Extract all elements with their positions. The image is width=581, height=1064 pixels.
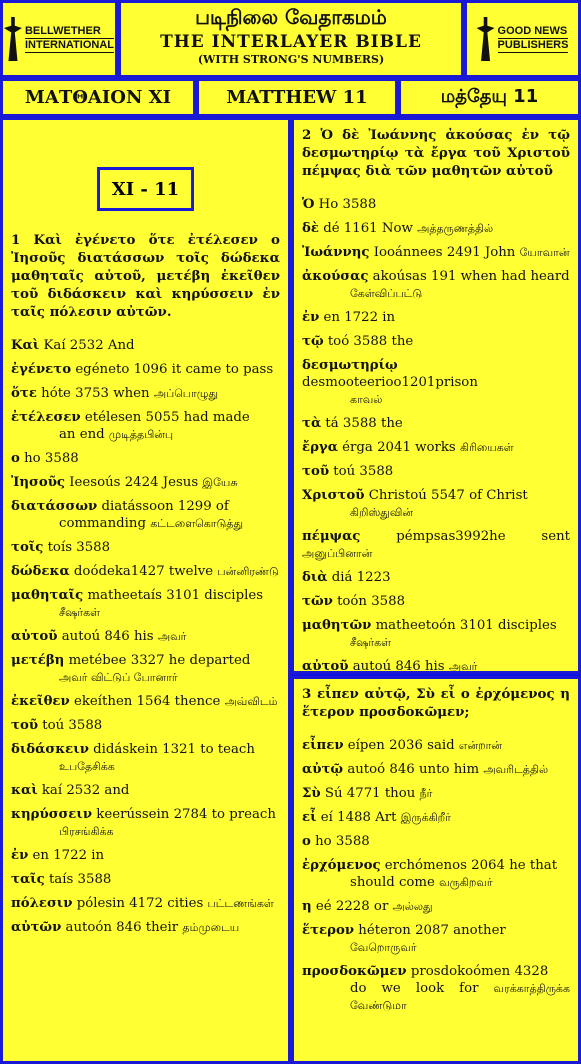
greek-word: μετέβη [11, 653, 65, 668]
word-row [11, 337, 280, 354]
transliteration-gloss: akoúsas 191 when had heard [372, 269, 570, 284]
transliteration-gloss: doódeka1427 twelve [73, 564, 214, 579]
greek-word: αὐτοῦ [302, 659, 349, 674]
word-row [302, 857, 570, 891]
transliteration-gloss: didáskein 1321 to teach [93, 742, 255, 757]
word-row [302, 309, 570, 326]
greek-word: αὐτοῦ [11, 629, 58, 644]
gloss-continuation [11, 758, 280, 775]
word-row [302, 593, 570, 610]
greek-word: ἔργα [302, 440, 338, 455]
gloss-continuation [302, 634, 570, 651]
tamil-gloss: அவர் விட்டுப் போனார் [59, 671, 178, 684]
transliteration-gloss: erchómenos 2064 he that [384, 858, 558, 873]
greek-word: διδάσκειν [11, 742, 89, 757]
gloss-continuation [302, 285, 570, 302]
verse-1-text: 1 Καὶ ἐγένετο ὅτε ἐτέλεσεν ο Ἰησοῦς διατάσσων τοῖς δώδεκα μαθηταῖς αὐτοῦ, μετέβη ἐκεῖθεν τοῦ διδάσκειν καὶ κηρύσσειν ἐν ταῖς πόλεσιν αὐτῶν. [11, 232, 280, 320]
greek-word: πέμψας [302, 529, 361, 544]
tamil-gloss: யோவான் [519, 246, 570, 259]
greek-word: Σὺ [302, 786, 321, 801]
transliteration-gloss: eípen 2036 said [347, 738, 455, 753]
word-row [11, 628, 280, 645]
greek-word: δώδεκα [11, 564, 70, 579]
greek-word: αὐτῷ [302, 762, 344, 777]
greek-word: τοῦ [302, 464, 330, 479]
tamil-gloss: காவல் [350, 393, 383, 406]
word-row [302, 357, 570, 408]
transliteration-gloss: ekeíthen 1564 thence [73, 694, 221, 709]
tamil-gloss: கட்டளைகொடுத்து [150, 517, 243, 530]
transliteration-gloss: diá 1223 [331, 570, 391, 585]
word-row [302, 898, 570, 915]
gloss-continuation-text: should come [350, 875, 435, 890]
word-row [11, 361, 280, 378]
book-tamil [398, 78, 581, 117]
transliteration-gloss: ho 3588 [315, 834, 370, 849]
word-row [11, 871, 280, 888]
transliteration-gloss: taís 3588 [48, 872, 112, 887]
title-english: THE INTERLAYER BIBLE [160, 32, 422, 52]
greek-word: προσδοκῶμεν [302, 964, 407, 979]
word-row [302, 658, 570, 675]
bellwether-emblem-icon [4, 17, 22, 61]
right-bottom-word-list [302, 737, 570, 1014]
greek-word: αὐτῶν [11, 920, 62, 935]
greek-word: Ὁ [302, 197, 315, 212]
greek-word: δεσμωτηρίῳ [302, 358, 398, 373]
greek-word: Ἰησοῦς [11, 475, 66, 490]
word-row [11, 782, 280, 799]
transliteration-gloss: Kaí 2532 And [43, 338, 135, 353]
transliteration-gloss: toú 3588 [333, 464, 394, 479]
book-greek-label: ΜΑΤΘΑΙΟΝ ΧΙ [24, 87, 172, 108]
tamil-gloss: அத்தருணத்தில் [417, 222, 494, 235]
transliteration-gloss: pólesin 4172 cities [76, 896, 204, 911]
greek-word: ο [302, 834, 311, 849]
verse-3-text: 3 εἶπεν αὐτῷ, Σὺ εἶ ο ἐρχόμενος η ἕτερον προσδοκῶμεν; [302, 686, 570, 720]
greek-word: ἐν [302, 310, 320, 325]
transliteration-gloss: Ieesoús 2424 Jesus [69, 475, 199, 490]
greek-word: εἶ [302, 810, 317, 825]
left-word-list [11, 337, 280, 936]
tamil-gloss: இயேசு [202, 476, 238, 489]
greek-word: Χριστοῦ [302, 488, 365, 503]
tamil-gloss: அப்பொழுது [153, 387, 219, 400]
transliteration-gloss: diatássoon 1299 of [101, 499, 229, 514]
tamil-gloss: இருக்கிறீர் [400, 811, 451, 824]
logo-left-line-1: BELLWETHER [25, 25, 114, 39]
tamil-gloss: என்றான் [458, 739, 503, 752]
tamil-gloss: அனுப்பினான் [302, 547, 373, 560]
transliteration-gloss: Sú 4771 thou [324, 786, 416, 801]
word-row [302, 439, 570, 456]
tamil-gloss: பிரசங்கிக்க [59, 825, 114, 838]
word-row [11, 563, 280, 580]
greek-word: η [302, 899, 312, 914]
transliteration-gloss: autoú 846 his [61, 629, 154, 644]
tamil-gloss: சீஷர்கள் [59, 606, 101, 619]
transliteration-gloss: tá 3588 the [325, 416, 403, 431]
greek-word: ἐγένετο [11, 362, 72, 377]
transliteration-gloss: desmooteerioo1201prison [302, 375, 478, 390]
word-row [11, 450, 280, 467]
word-row [302, 244, 570, 261]
right-bottom-column [291, 676, 581, 1064]
transliteration-gloss: ho 3588 [24, 451, 79, 466]
word-row [302, 761, 570, 778]
goodnews-emblem-icon [477, 17, 495, 61]
greek-word: τῷ [302, 334, 324, 349]
chapter-label [97, 167, 194, 211]
word-row [11, 385, 280, 402]
greek-word: μαθηταῖς [11, 588, 84, 603]
word-row [302, 487, 570, 521]
word-row [302, 963, 570, 1014]
word-row [302, 617, 570, 651]
right-top-column [291, 117, 581, 674]
greek-word: Καὶ [11, 338, 40, 353]
greek-word: ἐκεῖθεν [11, 694, 70, 709]
word-row [302, 463, 570, 480]
word-row [302, 528, 570, 562]
goodnews-logo-box [464, 0, 581, 78]
transliteration-gloss: toú 3588 [42, 718, 103, 733]
logo-right-line-1: GOOD NEWS [497, 25, 568, 37]
greek-word: κηρύσσειν [11, 807, 93, 822]
tamil-gloss: நீர் [419, 787, 433, 800]
word-row [11, 587, 280, 621]
tamil-gloss: முடித்தபின்பு [108, 428, 174, 441]
right-top-word-list [302, 196, 570, 675]
title-tamil: படிநிலை வேதாகமம் [195, 5, 387, 29]
transliteration-gloss: dé 1161 Now [323, 221, 413, 236]
greek-word: διατάσσων [11, 499, 98, 514]
word-row [302, 196, 570, 213]
tamil-gloss: பன்னிரண்டு [217, 565, 279, 578]
transliteration-gloss: Christoú 5547 of Christ [368, 488, 528, 503]
logo-left-line-2: INTERNATIONAL [24, 39, 114, 51]
greek-word: διὰ [302, 570, 328, 585]
transliteration-gloss: Ho 3588 [318, 197, 377, 212]
transliteration-gloss: toís 3588 [47, 540, 111, 555]
gloss-continuation-text: commanding [59, 516, 147, 531]
transliteration-gloss: érga 2041 works [342, 440, 456, 455]
word-row [302, 333, 570, 350]
greek-word: ο [11, 451, 20, 466]
transliteration-gloss: etélesen 5055 had made [84, 410, 250, 425]
transliteration-gloss: egéneto 1096 it came to pass [75, 362, 274, 377]
gloss-continuation [11, 515, 280, 532]
transliteration-gloss: prosdokoómen 4328 [410, 964, 549, 979]
transliteration-gloss: en 1722 in [323, 310, 396, 325]
book-english-label: MATTHEW 11 [226, 87, 368, 108]
greek-word: εἶπεν [302, 738, 344, 753]
greek-word: τῶν [302, 594, 333, 609]
transliteration-gloss: héteron 2087 another [358, 923, 506, 938]
verse-2-text: 2 Ὁ δὲ Ἰωάννης ἀκούσας ἐν τῷ δεσμωτηρίῳ τὰ ἔργα τοῦ Χριστοῦ πέμψας διὰ τῶν μαθητῶν αὐτοῦ [302, 127, 570, 179]
gloss-continuation-text: an end [59, 427, 105, 442]
gloss-continuation [302, 980, 570, 1014]
word-row [11, 474, 280, 491]
tamil-gloss: வருகிறவர் [439, 876, 493, 889]
word-row [302, 809, 570, 826]
greek-word: Ἰωάννης [302, 245, 370, 260]
transliteration-gloss: matheetaís 3101 disciples [87, 588, 264, 603]
word-row [11, 409, 280, 443]
bellwether-logo-box [0, 0, 118, 78]
transliteration-gloss: eí 1488 Art [320, 810, 397, 825]
greek-word: τοῦ [11, 718, 39, 733]
tamil-gloss: உபதேசிக்க [59, 760, 115, 773]
tamil-gloss: வரக்காத்திருக்க வேண்டுமா [350, 982, 570, 1012]
greek-word: καὶ [11, 783, 38, 798]
transliteration-gloss: eé 2228 or [315, 899, 389, 914]
tamil-gloss: கிறிஸ்துவின் [350, 506, 414, 519]
word-row [11, 806, 280, 840]
title-subtitle: (WITH STRONG'S NUMBERS) [197, 53, 385, 66]
transliteration-gloss: matheetoón 3101 disciples [375, 618, 557, 633]
word-row [302, 922, 570, 956]
tamil-gloss: கிரியைகள் [460, 441, 514, 454]
gloss-continuation-text: do we look for [350, 981, 479, 996]
gloss-continuation [302, 504, 570, 521]
book-greek [0, 78, 196, 117]
word-row [302, 220, 570, 237]
tamil-gloss: பட்டணங்கள் [207, 897, 274, 910]
word-row [302, 737, 570, 754]
word-row [302, 785, 570, 802]
greek-word: ἐρχόμενος [302, 858, 381, 873]
transliteration-gloss: autoó 846 unto him [347, 762, 480, 777]
transliteration-gloss: toó 3588 the [327, 334, 414, 349]
transliteration-gloss: pémpsas3992he sent [396, 529, 570, 544]
word-row [11, 919, 280, 936]
transliteration-gloss: keerússein 2784 to preach [96, 807, 276, 822]
transliteration-gloss: metébee 3327 he departed [68, 653, 251, 668]
gloss-continuation [302, 874, 570, 891]
logo-right-line-2: PUBLISHERS [497, 39, 569, 51]
word-row [11, 741, 280, 775]
gloss-continuation [302, 939, 570, 956]
bellwether-logo [4, 17, 114, 61]
gloss-continuation [11, 604, 280, 621]
tamil-gloss: கேள்விப்பட்டு [350, 287, 423, 300]
tamil-gloss: சீஷர்கள் [350, 636, 392, 649]
left-column [0, 117, 291, 1064]
tamil-gloss: அவர் [448, 660, 478, 673]
transliteration-gloss: toón 3588 [337, 594, 406, 609]
greek-word: ταῖς [11, 872, 45, 887]
gloss-continuation [11, 426, 280, 443]
tamil-gloss: அவரிடத்தில் [483, 763, 549, 776]
book-tamil-label: மத்தேயு 11 [440, 86, 539, 107]
transliteration-gloss: Iooánnees 2491 John [373, 245, 516, 260]
tamil-gloss: அவர் [157, 630, 187, 643]
transliteration-gloss: kaí 2532 and [41, 783, 130, 798]
goodnews-logo [477, 17, 569, 61]
tamil-gloss: அல்லது [392, 900, 433, 913]
transliteration-gloss: autoón 846 their [65, 920, 179, 935]
gloss-continuation [11, 823, 280, 840]
title-box [118, 0, 464, 78]
word-row [11, 717, 280, 734]
tamil-gloss: தம்முடைய [182, 921, 240, 934]
word-row [11, 652, 280, 686]
word-row [11, 895, 280, 912]
word-row [11, 539, 280, 556]
transliteration-gloss: en 1722 in [32, 848, 105, 863]
greek-word: δὲ [302, 221, 319, 236]
gloss-continuation [302, 391, 570, 408]
gloss-continuation [11, 669, 280, 686]
word-row [302, 415, 570, 432]
word-row [11, 498, 280, 532]
tamil-gloss: அவ்விடம் [224, 695, 278, 708]
transliteration-gloss: hóte 3753 when [41, 386, 150, 401]
greek-word: ἐτέλεσεν [11, 410, 81, 425]
greek-word: ὅτε [11, 386, 37, 401]
book-english [196, 78, 398, 117]
tamil-gloss: வேறொருவர் [350, 941, 417, 954]
greek-word: μαθητῶν [302, 618, 372, 633]
greek-word: ἀκούσας [302, 269, 369, 284]
word-row [11, 693, 280, 710]
word-row [302, 268, 570, 302]
word-row [302, 569, 570, 586]
greek-word: τοῖς [11, 540, 44, 555]
greek-word: ἐν [11, 848, 29, 863]
greek-word: πόλεσιν [11, 896, 73, 911]
word-row [11, 847, 280, 864]
transliteration-gloss: autoú 846 his [352, 659, 445, 674]
word-row [302, 833, 570, 850]
chapter-label-text: XI - 11 [111, 178, 180, 200]
greek-word: τὰ [302, 416, 322, 431]
greek-word: ἕτερον [302, 923, 355, 938]
